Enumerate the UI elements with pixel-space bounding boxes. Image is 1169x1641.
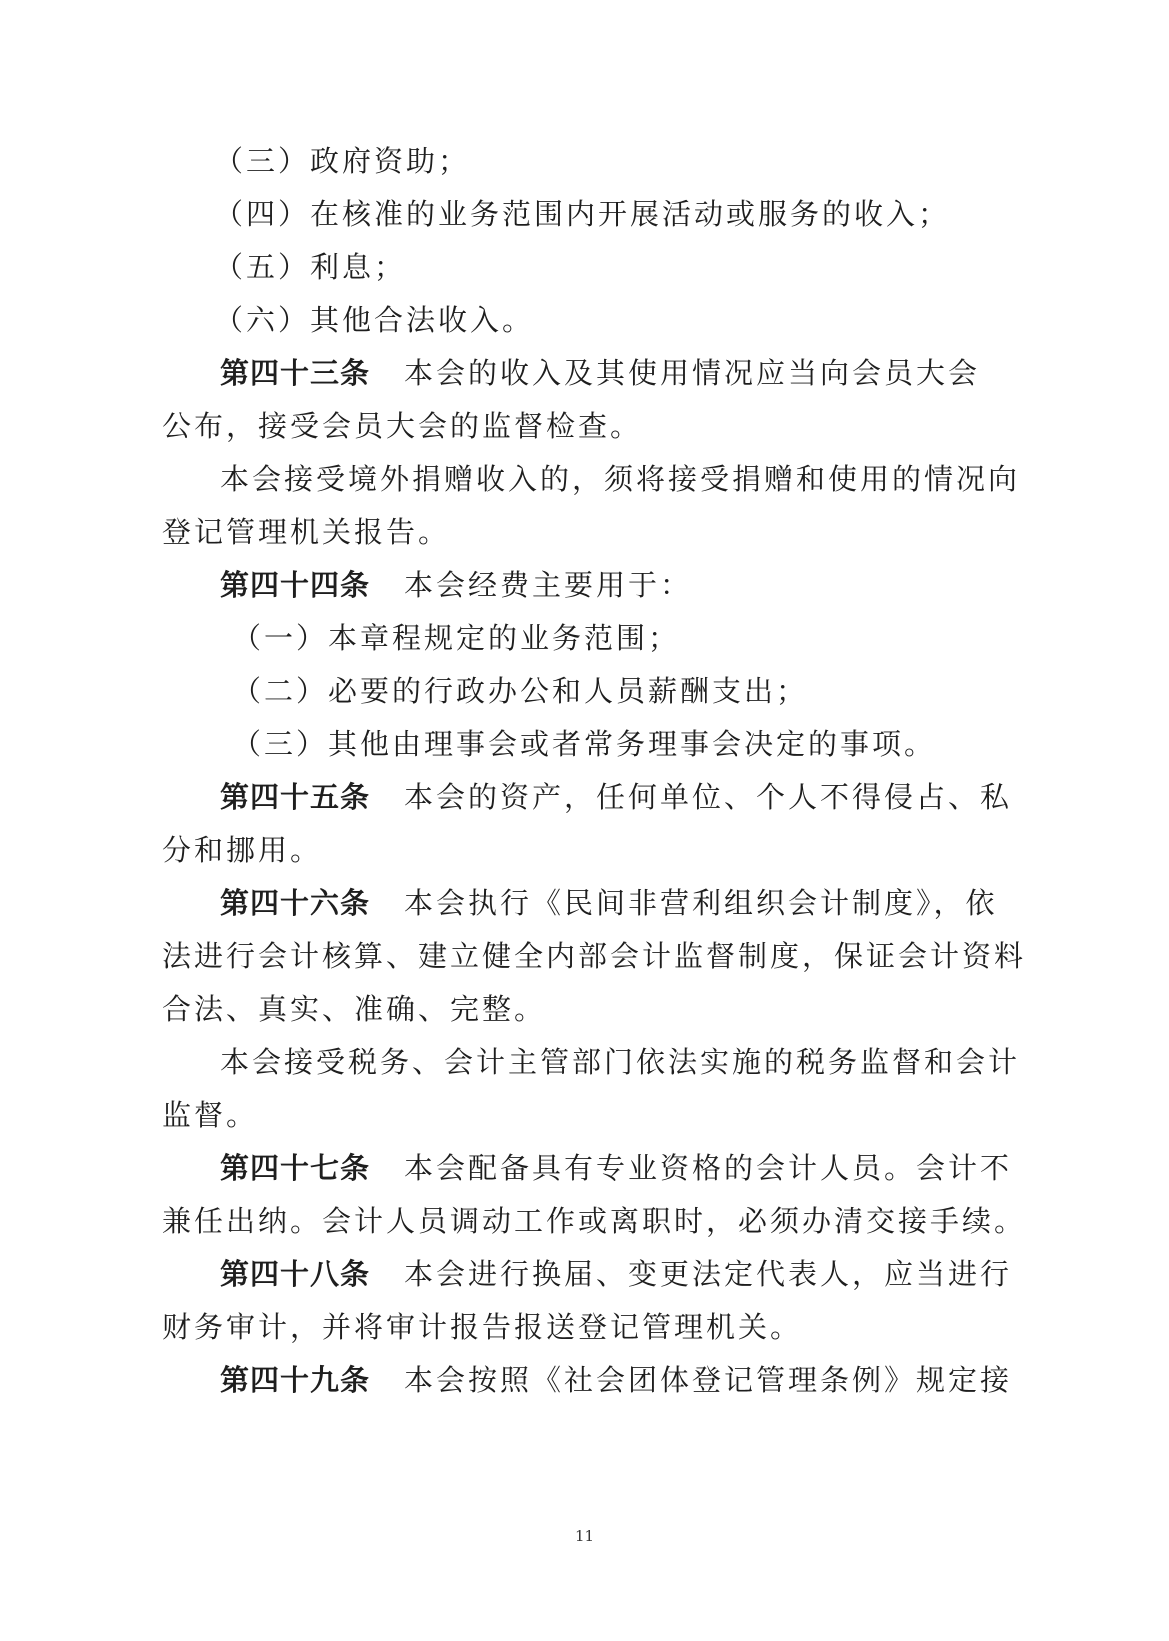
article-46-continuation-1: 法进行会计核算、建立健全内部会计监督制度，保证会计资料 [162, 939, 1027, 973]
article-44-item-2: （二）必要的行政办公和人员薪酬支出； [232, 674, 809, 708]
list-item-6-other-income: （六）其他合法收入。 [214, 303, 535, 337]
article-43-paragraph-2: 本会接受境外捐赠收入的，须将接受捐赠和使用的情况向 [220, 462, 1021, 496]
article-44-item-3: （三）其他由理事会或者常务理事会决定的事项。 [232, 727, 937, 761]
article-45-continuation: 分和挪用。 [162, 833, 323, 867]
article-43-heading: 第四十三条 [220, 356, 371, 390]
article-45-line [220, 777, 1012, 817]
article-46-paragraph-2-continuation: 监督。 [162, 1098, 259, 1132]
article-49-text: 本会按照《社会团体登记管理条例》规定接 [404, 1363, 1013, 1397]
article-48-line [220, 1254, 1012, 1294]
article-46-continuation-2: 合法、真实、准确、完整。 [162, 992, 547, 1026]
article-44-item-1: （一）本章程规定的业务范围； [232, 621, 681, 655]
article-48-continuation: 财务审计，并将审计报告报送登记管理机关。 [162, 1310, 803, 1344]
article-49-line [220, 1360, 1012, 1400]
article-43-line [220, 353, 980, 393]
article-45-text: 本会的资产，任何单位、个人不得侵占、私 [404, 780, 1013, 814]
list-item-5-interest: （五）利息； [214, 250, 407, 284]
list-item-4-business-income: （四）在核准的业务范围内开展活动或服务的收入； [214, 197, 951, 231]
article-48-heading: 第四十八条 [220, 1257, 371, 1291]
article-47-heading: 第四十七条 [220, 1151, 371, 1185]
article-47-line [220, 1148, 1012, 1188]
article-44-text: 本会经费主要用于： [404, 568, 693, 602]
article-46-line [220, 883, 998, 923]
article-45-heading: 第四十五条 [220, 780, 371, 814]
page-number: 11 [574, 1527, 595, 1545]
article-46-paragraph-2: 本会接受税务、会计主管部门依法实施的税务监督和会计 [220, 1045, 1021, 1079]
article-47-text: 本会配备具有专业资格的会计人员。会计不 [404, 1151, 1013, 1185]
article-44-heading: 第四十四条 [220, 568, 371, 602]
article-44-line [220, 565, 692, 605]
article-46-heading: 第四十六条 [220, 886, 371, 920]
list-item-3-gov-funding: （三）政府资助； [214, 144, 471, 178]
article-43-text: 本会的收入及其使用情况应当向会员大会 [404, 356, 981, 390]
article-47-continuation: 兼任出纳。会计人员调动工作或离职时，必须办清交接手续。 [162, 1204, 1027, 1238]
article-48-text: 本会进行换届、变更法定代表人，应当进行 [404, 1257, 1013, 1291]
article-49-heading: 第四十九条 [220, 1363, 371, 1397]
article-46-text: 本会执行《民间非营利组织会计制度》，依 [404, 886, 998, 920]
article-43-paragraph-2-continuation: 登记管理机关报告。 [162, 515, 451, 549]
article-43-continuation: 公布，接受会员大会的监督检查。 [162, 409, 643, 443]
